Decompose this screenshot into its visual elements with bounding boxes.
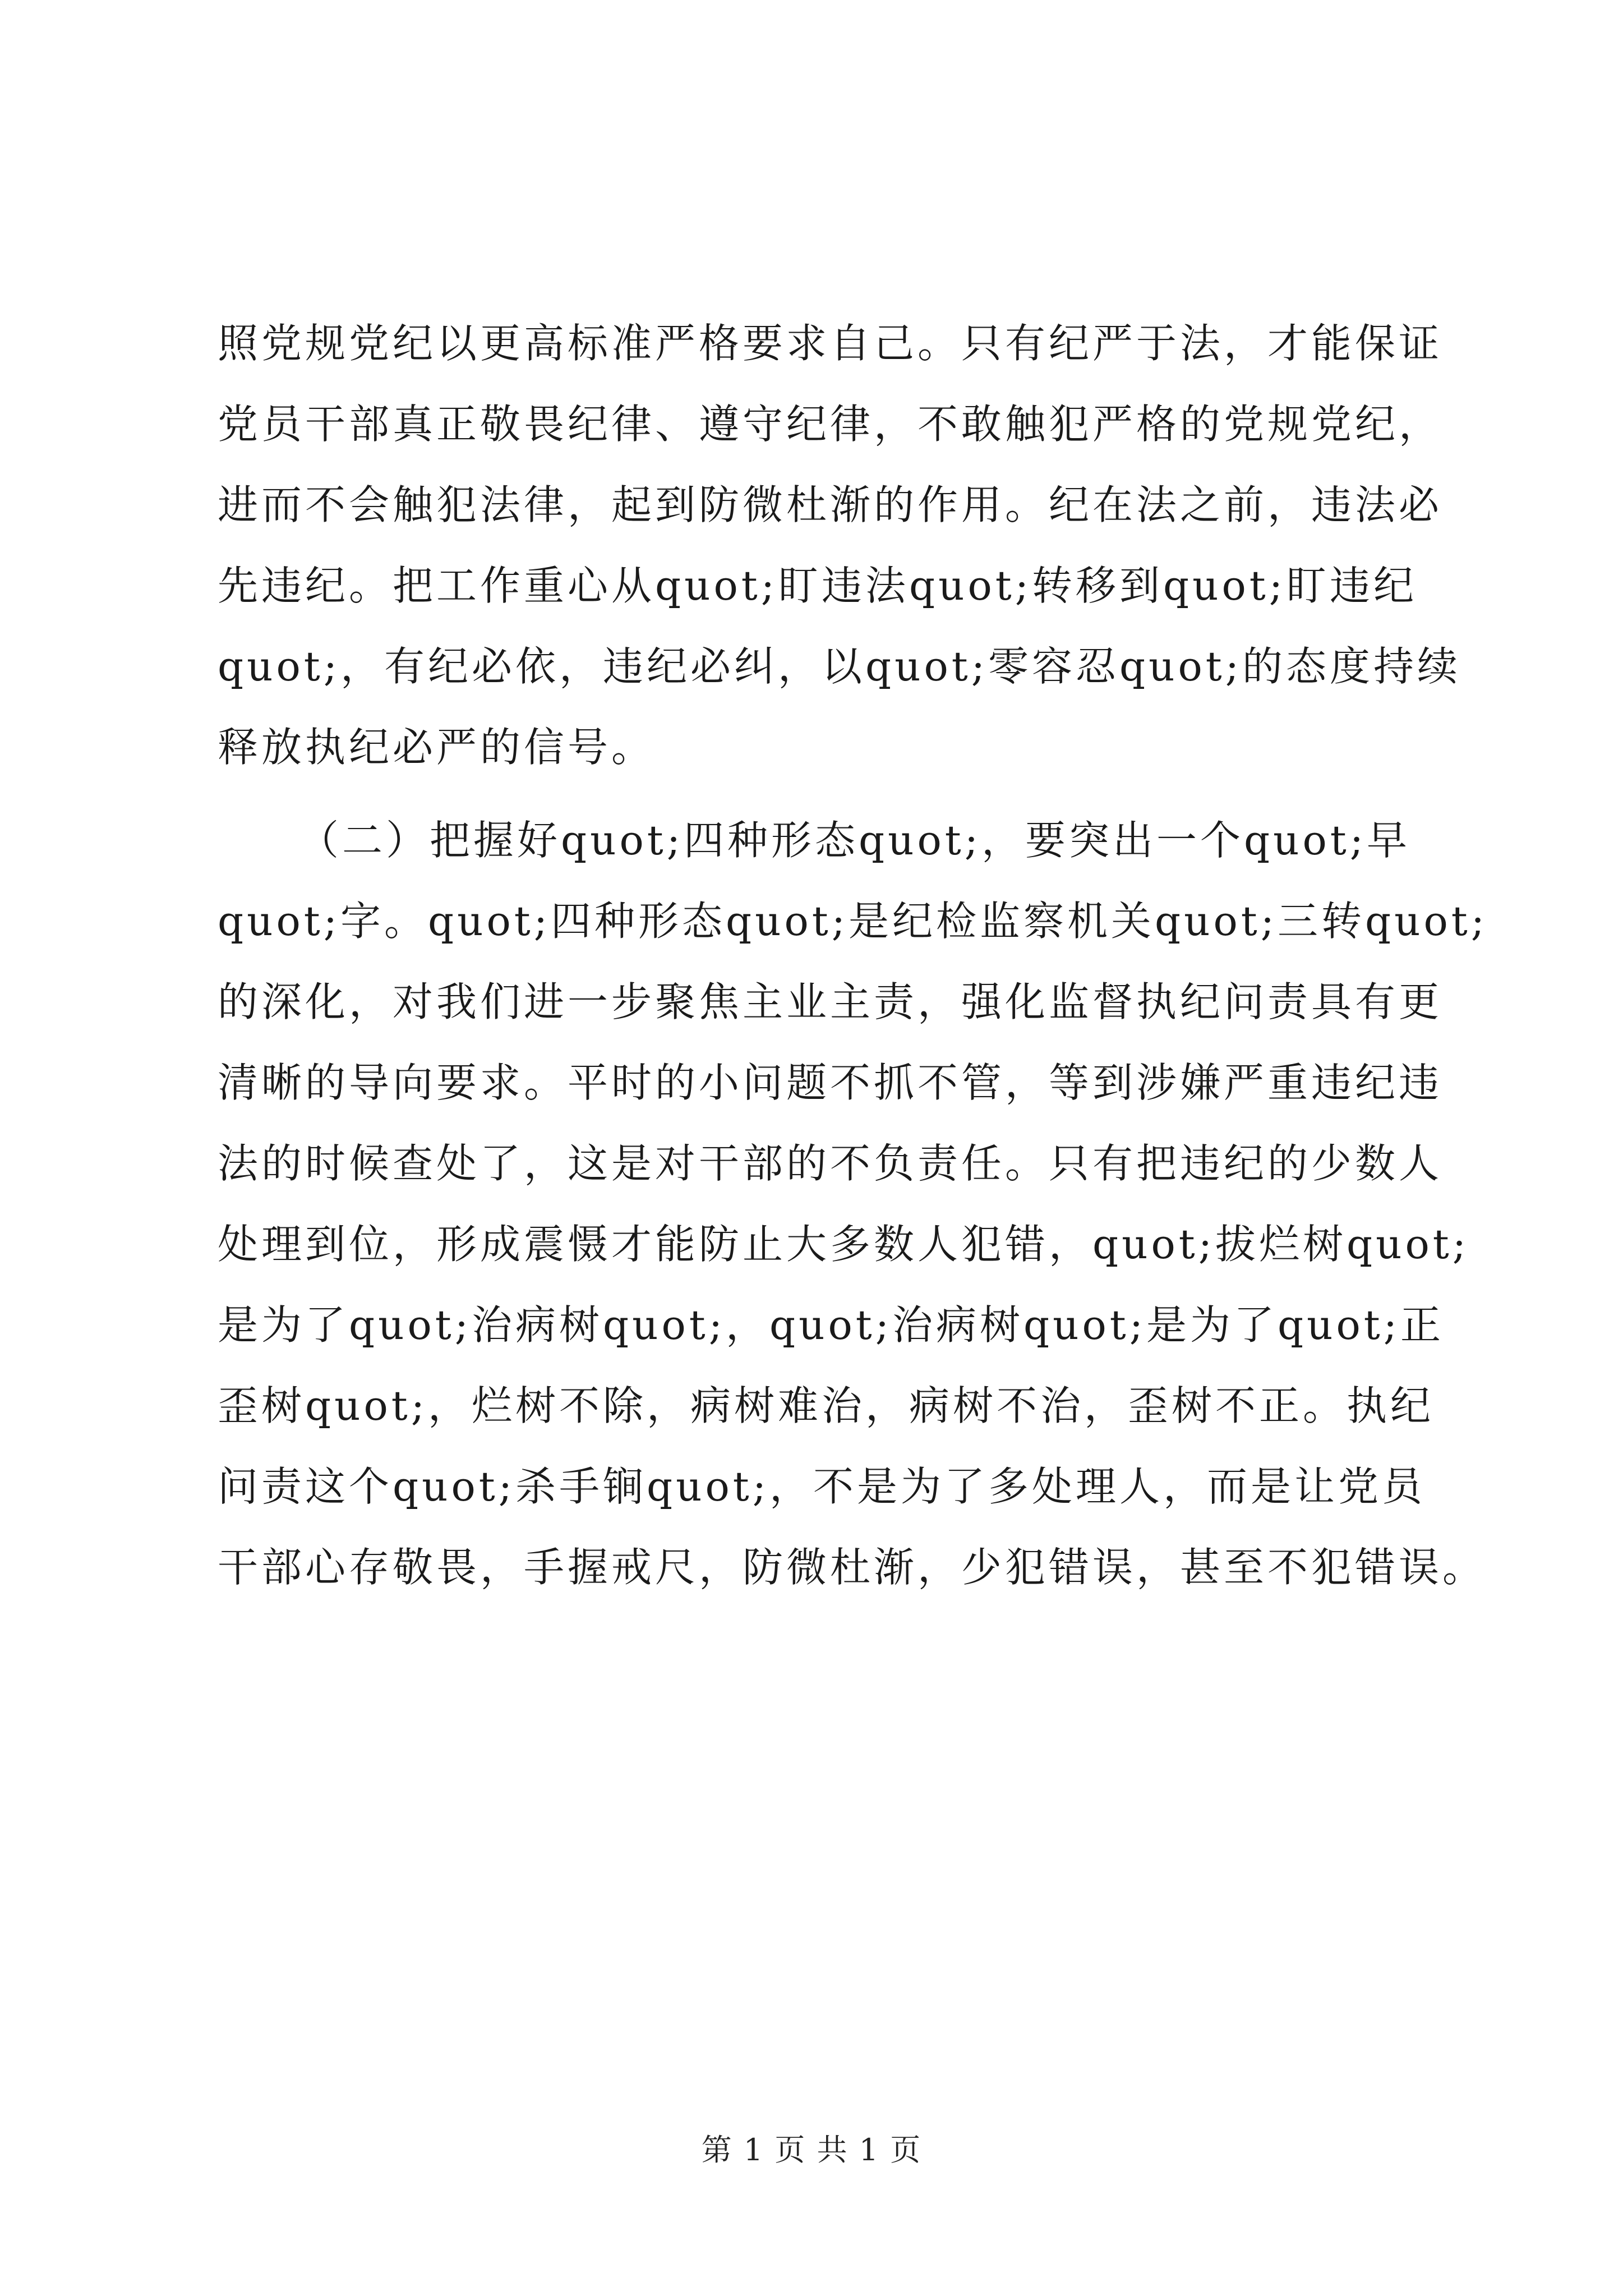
text-line: 的深化，对我们进一步聚焦主业主责，强化监督执纪问责具有更 xyxy=(218,978,1443,1025)
paragraph-gap xyxy=(218,788,1418,800)
text-line: quot;字。quot;四种形态quot;是纪检监察机关quot;三转quot; xyxy=(218,898,1488,945)
text-line: 释放执纪必严的信号。 xyxy=(218,724,656,771)
paragraph-2 xyxy=(218,800,1488,1608)
text-line: （二）把握好quot;四种形态quot;，要突出一个quot;早 xyxy=(298,817,1411,864)
document-body xyxy=(218,303,1488,1608)
text-line: 法的时候查处了，这是对干部的不负责任。只有把违纪的少数人 xyxy=(218,1140,1443,1187)
page-number-footer: 第 1 页 共 1 页 xyxy=(701,2132,922,2168)
paragraph-1 xyxy=(218,303,1461,788)
text-line: 清晰的导向要求。平时的小问题不抓不管，等到涉嫌严重违纪违 xyxy=(218,1059,1443,1106)
text-line: 照党规党纪以更高标准严格要求自己。只有纪严于法，才能保证 xyxy=(218,320,1443,367)
text-line: quot;，有纪必依，违纪必纠，以quot;零容忍quot;的态度持续 xyxy=(218,643,1461,690)
text-line: 处理到位，形成震慑才能防止大多数人犯错，quot;拔烂树quot; xyxy=(218,1221,1470,1268)
text-line: 是为了quot;治病树quot;，quot;治病树quot;是为了quot;正 xyxy=(218,1301,1445,1349)
text-line: 干部心存敬畏，手握戒尺，防微杜渐，少犯错误，甚至不犯错误。 xyxy=(218,1544,1487,1591)
text-line: 先违纪。把工作重心从quot;盯违法quot;转移到quot;盯违纪 xyxy=(218,562,1418,609)
text-line: 进而不会触犯法律，起到防微杜渐的作用。纪在法之前，违法必 xyxy=(218,481,1443,528)
text-line: 歪树quot;，烂树不除，病树难治，病树不治，歪树不正。执纪 xyxy=(218,1382,1435,1429)
text-line: 问责这个quot;杀手锏quot;，不是为了多处理人，而是让党员 xyxy=(218,1463,1426,1510)
text-line: 党员干部真正敬畏纪律、遵守纪律，不敢触犯严格的党规党纪， xyxy=(218,401,1443,448)
